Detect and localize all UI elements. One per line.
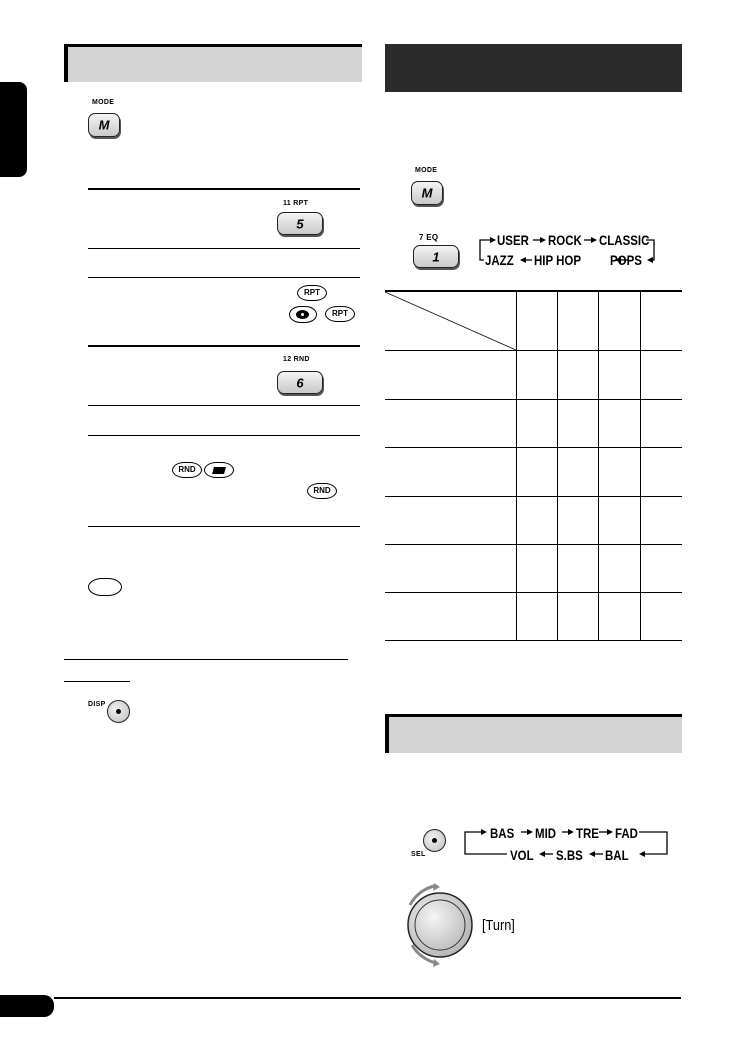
rule-3: [88, 277, 360, 278]
eq-table-row-line-4: [385, 496, 682, 497]
rule-1: [88, 188, 360, 190]
rule-2: [88, 248, 360, 249]
sound-mid: MID: [535, 825, 557, 841]
eq-user: USER: [497, 232, 529, 248]
eq-table-row-line-3: [385, 447, 682, 448]
rule-7: [88, 526, 360, 527]
mode-button[interactable]: [88, 113, 120, 137]
eq-table-col-line-3: [598, 290, 599, 641]
eq-rock: ROCK: [548, 232, 582, 248]
side-language-tab: [0, 82, 27, 177]
sound-tre: TRE: [576, 825, 599, 841]
eq-table-row-line-5: [385, 544, 682, 545]
rule-9: [64, 681, 130, 682]
eq-table-col-line-4: [640, 290, 641, 641]
eq-hiphop: HIP HOP: [534, 252, 581, 268]
turn-label: [Turn]: [482, 917, 515, 934]
sel-button[interactable]: [423, 829, 446, 852]
repeat-key-label: 11 RPT: [283, 200, 309, 207]
rule-5: [88, 405, 360, 406]
sound-fad: FAD: [615, 825, 638, 841]
repeat-button[interactable]: [277, 212, 323, 235]
eq-table-col-line-1: [516, 290, 517, 641]
eq-table-row-line-6: [385, 592, 682, 593]
rule-4: [88, 345, 360, 347]
random-key-label: 12 RND: [283, 356, 310, 363]
random-button-glyph: 6: [296, 375, 304, 390]
eq-table-row-line-2: [385, 399, 682, 400]
left-section-header: [64, 44, 362, 82]
mode-button-right-glyph: M: [421, 185, 433, 201]
rule-8: [64, 659, 348, 660]
right-section-header-dark: [385, 44, 682, 92]
eq-classic: CLASSIC: [599, 232, 650, 248]
page-number-tab: [0, 995, 54, 1017]
mode-label-right: MODE: [415, 167, 438, 174]
disc-icon: [289, 306, 317, 323]
sound-bal: BAL: [605, 847, 629, 863]
sound-bas: BAS: [490, 825, 515, 841]
note-oval: [88, 578, 122, 596]
rnd-indicator-2: RND: [307, 483, 337, 499]
eq-jazz: JAZZ: [485, 252, 514, 268]
folder-icon: [204, 462, 234, 478]
mode-label: MODE: [92, 99, 115, 106]
eq-table-bottom: [385, 640, 682, 641]
eq-button-glyph: 1: [432, 249, 440, 264]
mode-button-right[interactable]: [411, 181, 443, 205]
right-section-header-grey: [385, 714, 682, 753]
rnd-indicator: RND: [172, 462, 202, 478]
repeat-button-glyph: 5: [296, 216, 304, 231]
eq-table-col-line-2: [557, 290, 558, 641]
sound-sbs: S.BS: [556, 847, 583, 863]
eq-table: [385, 290, 682, 642]
footer-rule: [54, 997, 681, 999]
eq-button[interactable]: [413, 245, 459, 268]
mode-button-glyph: M: [98, 117, 110, 133]
rpt-indicator-disc: RPT: [325, 306, 355, 322]
random-button[interactable]: [277, 371, 323, 394]
sel-label: SEL: [411, 851, 426, 858]
eq-table-row-line-1: [385, 350, 682, 351]
control-dial[interactable]: [400, 883, 480, 967]
disp-button[interactable]: [107, 700, 130, 723]
eq-key-label: 7 EQ: [419, 233, 439, 242]
rule-6: [88, 435, 360, 436]
eq-pops: POPS: [610, 252, 642, 268]
rpt-indicator: RPT: [297, 285, 327, 301]
sound-vol: VOL: [510, 847, 534, 863]
disp-label: DISP: [88, 701, 106, 708]
eq-table-diagonal: [385, 290, 516, 351]
